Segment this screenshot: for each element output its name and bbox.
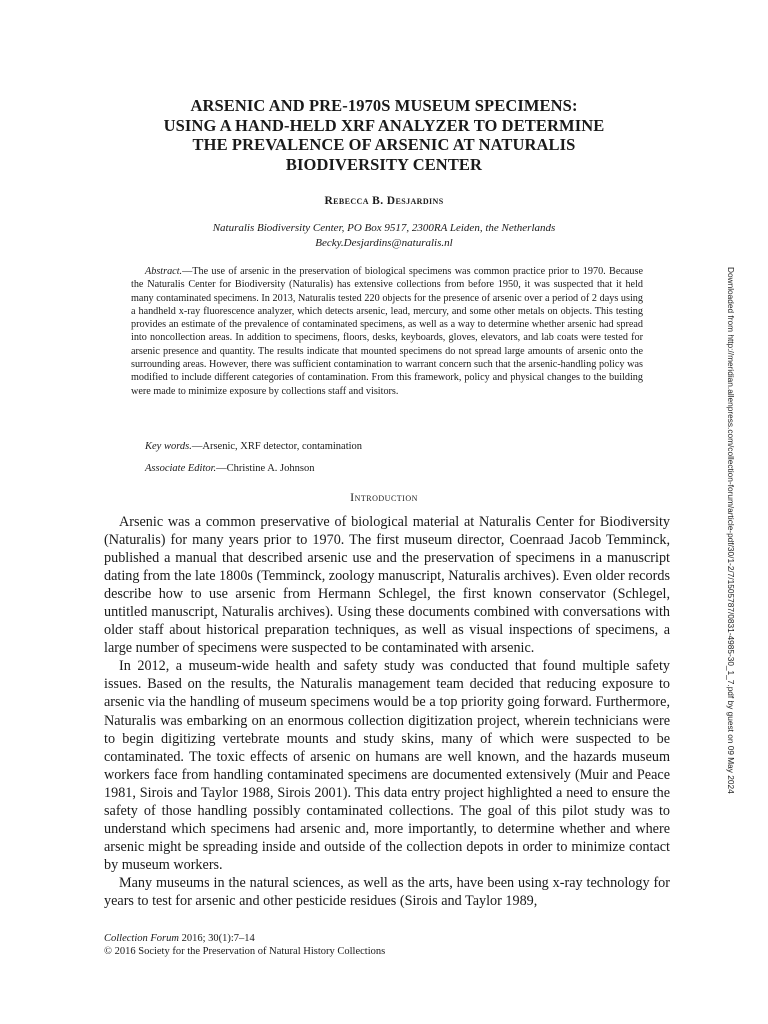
keywords-label: Key words.: [145, 441, 192, 452]
body-text: [104, 513, 670, 910]
keywords: [145, 441, 645, 452]
page-footer: [104, 932, 604, 958]
associate-editor: [145, 463, 645, 474]
download-sidebar: [726, 267, 745, 794]
body-paragraph: Many museums in the natural sciences, as well as the arts, have been using x-ray technology for years to test for arsenic and other pesticide residues (Sirois and Taylor 1989,: [104, 874, 670, 909]
footer-citation: 2016; 30(1):7–14: [178, 933, 255, 944]
section-heading: Introduction: [350, 490, 418, 504]
title-line: BIODIVERSITY CENTER: [285, 154, 483, 174]
title-line: THE PREVALENCE OF ARSENIC AT NATURALIS: [192, 135, 576, 154]
abstract-label: Abstract.: [145, 266, 183, 277]
editor-label: Associate Editor.: [145, 463, 217, 474]
body-paragraph: In 2012, a museum-wide health and safety study was conducted that found multiple safety issues. Based on the results, the Naturalis management team decided that reducing exposure to arsenic via the handling of museum specimens would be a top priority going forward. Furthermore, Naturalis was embarking on an enormous collection digitization project, wherein technicians were to begin digitizing vertebrate mounts and study skins, many of which were suspected to be contaminated. The toxic effects of arsenic on humans are well known, and the hazards museum workers face from handling contaminated specimens are documented extensively (Muir and Peace 1981, Sirois and Taylor 1988, Sirois 2001). This data entry project highlighted a need to ensure the safety of those handling possibly contaminated collections. The goal of this pilot study was to understand which specimens had arsenic and, more importantly, to determine whether and where arsenic might be spreading inside and outside of the collection depots in order to minimize contact by museum workers.: [104, 658, 670, 873]
affiliation-block: [104, 221, 664, 251]
title-line: ARSENIC AND PRE-1970S MUSEUM SPECIMENS:: [190, 96, 578, 115]
paper-title: [104, 96, 664, 174]
footer-copyright: © 2016 Society for the Preservation of Natural History Collections: [104, 946, 386, 957]
affiliation: Naturalis Biodiversity Center, PO Box 9517, 2300RA Leiden, the Netherlands: [212, 222, 556, 234]
footer-journal: Collection Forum: [104, 933, 179, 944]
body-paragraph: Arsenic was a common preservative of biological material at Naturalis Center for Biodiversity (Naturalis) for many years prior to 1970. The first museum director, Coenraad Jacob Temminck, published a manual that described arsenic use and the preservation of specimens in a manuscript dating from the late 1800s (Temminck, zoology manuscript, Naturalis archives). Even older records describe how to use arsenic from Hermann Schlegel, the first known conservator (Schlegel, untitled manuscript, Naturalis archives). Using these documents combined with conversations with older staff about historical preparation techniques, as well as visual inspections of specimens, a large number of specimens were suspected to be contaminated with arsenic.: [104, 514, 670, 657]
abstract: [131, 265, 643, 398]
keywords-text: —Arsenic, XRF detector, contamination: [191, 441, 363, 452]
author-name: Rebecca B. Desjardins: [324, 195, 444, 207]
download-note: Downloaded from http://meridian.allenpress.com/collection-forum/article-pdf/30/1-2/7/1505787/0831-4985-30_1_7.pdf by guest on 09 May 2024: [726, 267, 736, 794]
abstract-text: —The use of arsenic in the preservation of biological specimens was common practice prior to 1970. Because the Naturalis Center for Biodiversity (Naturalis) has extensive collections from before 1950, it was suspected that it held many contaminated specimens. In 2013, Naturalis tested 220 objects for the presence of arsenic over a period of 2 days using a handheld x-ray fluorescence analyzer, which detects arsenic, lead, mercury, and some other metals on objects. This testing provides an estimate of the prevalence of contaminated specimens, as well as a way to determine whether arsenic had spread into noncollection areas. In addition to specimens, floors, desks, keyboards, gloves, elevators, and lab coats were tested for arsenic presence and quantity. The results indicate that mounted specimens do not spread large amounts of arsenic onto the surrounding areas. However, there was sufficient contamination to warrant concern such that the arsenic-handling policy was modified to include different categories of contamination. From this framework, policy and physical changes to the building were made to minimize exposure by collections staff and visitors.: [131, 266, 643, 397]
author-email: Becky.Desjardins@naturalis.nl: [315, 237, 453, 249]
editor-text: —Christine A. Johnson: [216, 463, 315, 474]
title-line: USING A HAND-HELD XRF ANALYZER TO DETERMINE: [163, 115, 605, 135]
